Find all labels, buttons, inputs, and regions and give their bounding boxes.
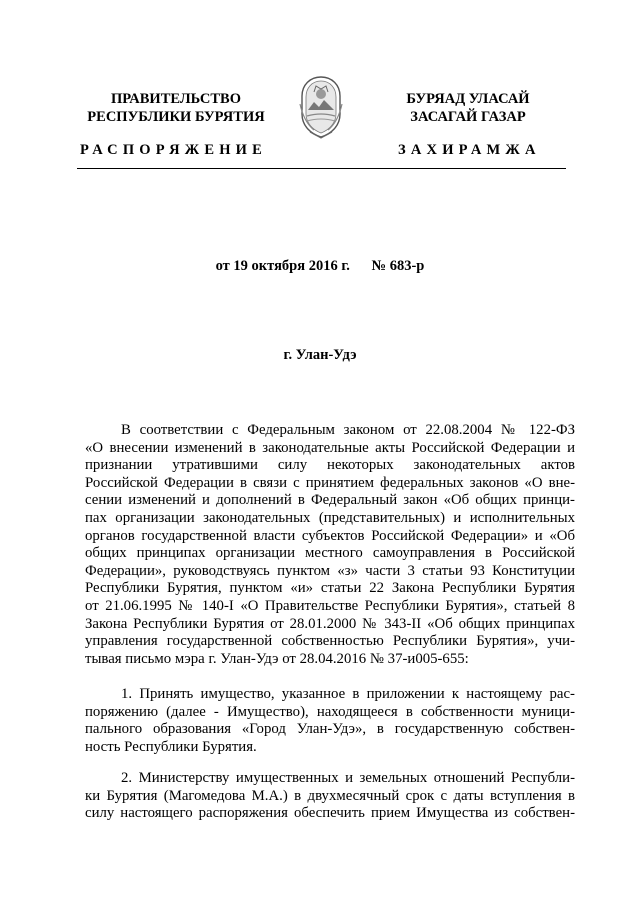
city-line: г. Улан-Удэ	[283, 347, 357, 363]
text-line: тывая письмо мэра г. Улан-Удэ от 28.04.2016 № 37-и005-655:	[85, 650, 469, 667]
issuer-right-line2: ЗАСАГАЙ ГАЗАР	[410, 109, 526, 125]
text-line: 2. Министерству имущественных и земельных отношений Республи-	[121, 770, 575, 786]
text-line: от 21.06.1995 № 140-I «О Правительстве Республики Бурятия», статьей 8	[85, 597, 575, 614]
body-paragraph-preamble	[85, 422, 575, 668]
issuer-right-line1: БУРЯАД УЛАСАЙ	[406, 91, 530, 107]
text-line: силу настоящего распоряжения обеспечить прием Имущества из собствен-	[85, 805, 575, 822]
issuer-left-line2: РЕСПУБЛИКИ БУРЯТИЯ	[87, 109, 265, 125]
date-number-line	[0, 258, 640, 275]
text-line: пах организации законодательных (представительных) и исполнительных	[85, 509, 575, 526]
header-divider	[77, 168, 566, 169]
text-line: В соответствии с Федеральным законом от 22.08.2004 № 122-ФЗ	[121, 422, 575, 438]
text-line: Республики Бурятия, пунктом «и» статьи 22 Закона Республики Бурятия	[85, 580, 575, 597]
text-line: сении изменений и дополнений в Федеральный закон «Об общих принци-	[85, 492, 575, 509]
issuer-left-line1: ПРАВИТЕЛЬСТВО	[111, 91, 241, 107]
body-paragraph-item-2	[85, 770, 575, 823]
text-line: ность Республики Бурятия.	[85, 738, 257, 755]
text-line: ки Бурятия (Магомедова М.А.) в двухмесячный срок с даты вступления в	[85, 787, 575, 804]
text-line: признании утратившими силу некоторых законодательных актов	[85, 457, 575, 474]
document-number: № 683-р	[371, 258, 425, 274]
text-line: органов государственной власти субъектов Российской Федерации» и «Об	[85, 527, 575, 544]
text-line: поряжению (далее - Имущество), находящееся в собственности муници-	[85, 703, 575, 720]
issuer-right-block	[368, 90, 568, 126]
coat-of-arms-emblem	[294, 74, 348, 140]
body-paragraph-item-1	[85, 686, 575, 756]
text-line: Российской Федерации в связи с принятием федеральных законов «О вне-	[85, 474, 575, 491]
text-line: Закона Республики Бурятия от 28.01.2000 № 343-II «Об общих принципах	[85, 615, 575, 632]
document-date: от 19 октября 2016 г.	[215, 258, 350, 274]
text-line: Федерации», руководствуясь пунктом «з» части 3 статьи 93 Конституции	[85, 562, 575, 579]
text-line: 1. Принять имущество, указанное в приложении к настоящему рас-	[121, 686, 575, 702]
issuer-left-block	[70, 90, 282, 126]
document-type-buryat: ЗАХИРАМЖА	[398, 142, 541, 158]
document-type-russian: РАСПОРЯЖЕНИЕ	[80, 142, 268, 158]
text-line: управления государственной собственностью Республики Бурятия», учи-	[85, 633, 575, 650]
text-line: общих принципах организации местного самоуправления в Российской	[85, 545, 575, 562]
text-line: «О внесении изменений в законодательные акты Российской Федерации и	[85, 439, 575, 456]
text-line: пального образования «Город Улан-Удэ», в государственную собствен-	[85, 721, 575, 738]
